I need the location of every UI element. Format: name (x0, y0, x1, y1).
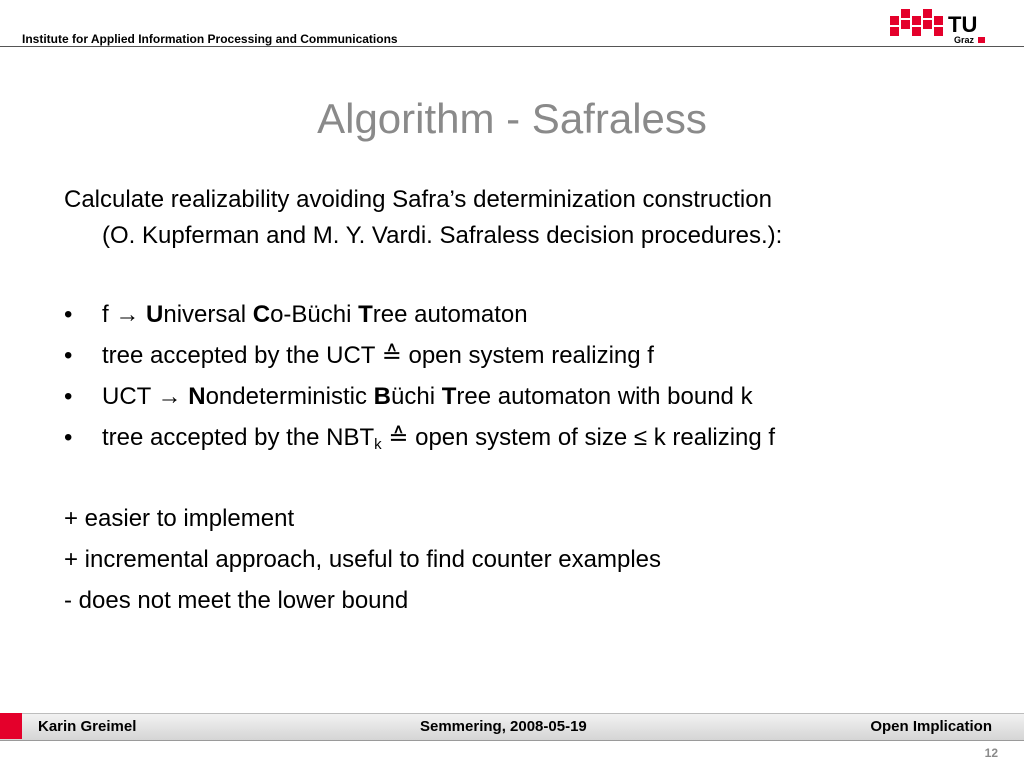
bullet-text: UCT → (102, 383, 189, 410)
bold-letter: N (188, 383, 206, 410)
bold-letter: T (358, 301, 373, 328)
bullet-text: niversal (163, 301, 253, 328)
bullet-item (64, 376, 964, 417)
bold-letter: U (146, 301, 164, 328)
footer-topic: Open Implication (870, 718, 992, 735)
intro-line-1: Calculate realizability avoiding Safra’s determinization construction (64, 186, 772, 213)
bold-letter: B (373, 383, 391, 410)
bullet-text: üchi (391, 383, 442, 410)
logo-graz-text: Graz (954, 35, 975, 45)
footer-event: Semmering, 2008-05-19 (420, 718, 587, 735)
subscript-k: k (374, 436, 382, 453)
bullet-text: o-Büchi (270, 301, 359, 328)
bullet-item (64, 294, 964, 335)
slide-title: Algorithm - Safraless (317, 95, 707, 142)
bold-letter: C (252, 301, 271, 328)
footer-author: Karin Greimel (38, 718, 137, 735)
bullet-list (64, 294, 964, 458)
slide-body (64, 182, 964, 621)
bullet-text: ≙ open system of size ≤ k realizing f (381, 424, 776, 451)
notes-list (64, 498, 964, 621)
institute-name: Institute for Applied Information Processing and Communications (22, 32, 398, 46)
bullet-text: ree automaton with bound k (456, 383, 753, 410)
bullet-text: ree automaton (372, 301, 528, 328)
note-item: - does not meet the lower bound (64, 587, 409, 614)
bullet-item (64, 335, 964, 376)
intro-line-2: (O. Kupferman and M. Y. Vardi. Safraless decision procedures.): (102, 222, 783, 249)
note-item: + easier to implement (64, 505, 295, 532)
bullet-dot-icon: • (64, 301, 73, 328)
note-item: + incremental approach, useful to find counter examples (64, 546, 662, 573)
bold-letter: T (441, 383, 457, 410)
bullet-dot-icon: • (64, 383, 73, 410)
footer-accent (0, 713, 22, 739)
bullet-item (64, 417, 964, 458)
bullet-text: tree accepted by the NBT (102, 424, 375, 451)
bullet-text: tree accepted by the UCT ≙ open system realizing f (102, 342, 654, 369)
bullet-dot-icon: • (64, 424, 73, 451)
bullet-text: ondeterministic (205, 383, 374, 410)
bullet-text: f → (102, 301, 147, 328)
bullet-dot-icon: • (64, 342, 73, 369)
page-number: 12 (984, 746, 998, 760)
tu-graz-logo (888, 6, 990, 46)
logo-tu-text: TU (948, 12, 978, 37)
header-divider (0, 46, 1024, 47)
